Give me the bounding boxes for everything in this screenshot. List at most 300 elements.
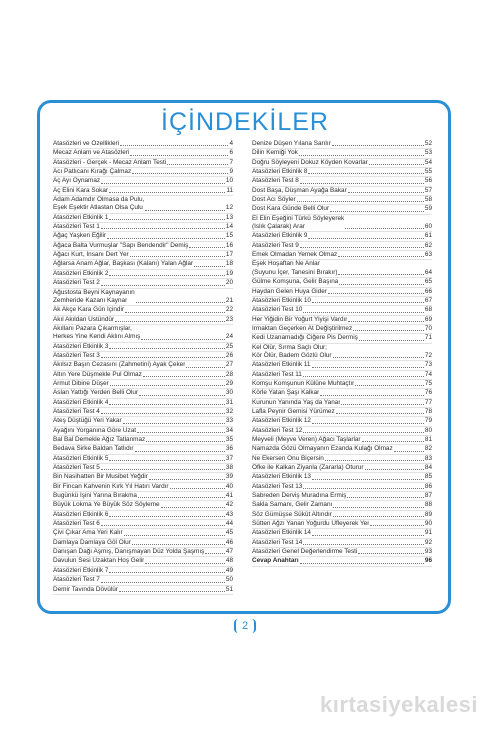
toc-entry-title: Atasözleri Etkinlik 4 — [53, 398, 109, 406]
toc-entry-title: Aç Elini Kara Sokar — [53, 186, 109, 194]
toc-leader-dots — [330, 211, 424, 212]
toc-entry-title: Mecaz Anlam ve Atasözleri — [53, 149, 130, 157]
toc-entry-page: 36 — [225, 445, 233, 453]
toc-entry-page: 76 — [424, 389, 432, 397]
toc-entry-page: 19 — [225, 269, 233, 277]
toc-entry — [53, 361, 233, 370]
toc-entry-title: Atasözleri Etkinlik 2 — [53, 269, 109, 277]
toc-leader-dots — [308, 173, 423, 174]
toc-leader-dots — [353, 330, 424, 331]
toc-entry — [252, 417, 432, 426]
toc-leader-dots — [328, 293, 424, 294]
toc-entry — [53, 511, 233, 520]
toc-entry-title: Adam Adamdır Olmasa da Pulu, Eşek Eşektir Atlastan Olsa Çulu — [53, 196, 145, 212]
toc-leader-dots — [312, 423, 424, 424]
toc-left-column — [53, 140, 233, 595]
toc-entry-title: Kurunun Yanında Yaş da Yanar — [252, 398, 341, 406]
toc-entry — [252, 389, 432, 398]
toc-entry-title: Atasözleri Genel Değerlendirme Testi — [252, 548, 358, 556]
toc-leader-dots — [297, 201, 424, 202]
toc-leader-dots — [303, 312, 424, 313]
toc-leader-dots — [120, 145, 228, 146]
toc-entry-page: 58 — [424, 196, 432, 204]
toc-leader-dots — [139, 395, 225, 396]
toc-entry-title: Atasözleri Etkinlik 8 — [252, 168, 308, 176]
toc-leader-dots — [312, 367, 424, 368]
page-number-value: 2 — [234, 619, 256, 633]
toc-entry-title: Namazda Gözü Olmayanın Ezanda Kulağı Olmaz — [252, 445, 393, 453]
toc-entry — [53, 445, 233, 454]
toc-entry-page: 88 — [424, 501, 432, 509]
toc-entry-title: Atasözleri Test 8 — [252, 177, 299, 185]
toc-entry-page: 43 — [225, 510, 233, 518]
toc-entry-page: 24 — [225, 333, 233, 341]
toc-entry — [53, 242, 233, 251]
toc-entry-title: Atasözleri ve Özellikleri — [53, 140, 120, 147]
toc-entry — [252, 316, 432, 325]
toc-entry — [53, 455, 233, 464]
toc-entry-title: Eşek Hoşaftan Ne Anlar (Suyunu İçer, Tanesini Bırakır) — [252, 260, 338, 276]
toc-entry-title: El Elin Eşeğini Türkü Söyleyerek (Islık Çalarak) Arar — [252, 214, 345, 231]
toc-entry — [252, 215, 432, 233]
toc-entry-page: 79 — [424, 417, 432, 425]
toc-entry-page: 60 — [424, 223, 432, 231]
toc-entry — [252, 278, 432, 287]
toc-entry-title: Altın Yere Düşmekle Pul Olmaz — [53, 370, 142, 378]
toc-entry — [53, 464, 233, 473]
toc-leader-dots — [145, 563, 225, 564]
toc-entry — [252, 539, 432, 548]
toc-leader-dots — [146, 441, 225, 442]
toc-leader-dots — [300, 183, 424, 184]
toc-leader-dots — [205, 553, 225, 554]
toc-entry-title: Irmaktan Geçerken At Değiştirilmez — [252, 324, 353, 332]
toc-leader-dots — [348, 321, 423, 322]
toc-entry-page: 69 — [424, 315, 432, 323]
toc-entry-title: Ağaç Yaşken Eğilir — [53, 232, 107, 240]
toc-entry — [252, 520, 432, 529]
toc-leader-dots — [362, 441, 424, 442]
toc-entry-page: 13 — [225, 213, 233, 221]
toc-leader-dots — [170, 488, 225, 489]
toc-leader-dots — [161, 507, 225, 508]
toc-entry-title: Büyük Lokma Ye Büyük Söz Söyleme — [53, 501, 160, 509]
toc-entry-title: Atasözleri Test 5 — [53, 464, 100, 472]
toc-leader-dots — [124, 535, 225, 536]
toc-leader-dots — [119, 591, 225, 592]
toc-entry — [252, 408, 432, 417]
toc-entry-page: 15 — [225, 232, 233, 240]
toc-entry-title: Körle Yatan Şaşı Kalkar — [252, 389, 320, 397]
toc-entry-page: 37 — [225, 454, 233, 462]
toc-entry-title: Lafla Peynir Gemisi Yürümez — [252, 407, 335, 415]
toc-leader-dots — [394, 451, 424, 452]
toc-entry — [252, 232, 432, 241]
toc-entry — [53, 567, 233, 576]
toc-entry-title: Demir Tavında Dövülür — [53, 585, 118, 593]
toc-entry — [53, 223, 233, 232]
toc-leader-dots — [333, 516, 424, 517]
toc-right-column — [252, 140, 432, 567]
toc-entry-title: Ayağını Yorganına Göre Uzat — [53, 426, 137, 434]
toc-entry-title: Bal Bal Demekle Ağız Tatlanmaz — [53, 436, 146, 443]
toc-entry-title: Damlaya Damlaya Göl Olur — [53, 538, 131, 546]
toc-entry-title: Atasözleri Test 1 — [53, 223, 100, 231]
toc-entry-page: 81 — [424, 436, 432, 443]
toc-entry-page: 18 — [225, 260, 233, 268]
toc-entry-title: Atasözleri Test 3 — [53, 351, 100, 359]
toc-entry-title: Atasözleri Test 10 — [252, 306, 303, 314]
toc-leader-dots — [109, 192, 225, 193]
toc-leader-dots — [130, 155, 228, 156]
toc-leader-dots — [332, 145, 424, 146]
toc-entry-title: Atasözleri Test 2 — [53, 279, 100, 287]
toc-leader-dots — [355, 385, 424, 386]
toc-leader-dots — [101, 413, 225, 414]
toc-leader-dots — [101, 525, 225, 526]
toc-entry-page: 23 — [225, 315, 233, 323]
toc-leader-dots — [109, 275, 224, 276]
toc-entry-title: Dost Başa, Düşman Ayağa Bakar — [252, 186, 347, 194]
toc-leader-dots — [138, 497, 225, 498]
toc-leader-dots — [312, 535, 424, 536]
toc-entry — [53, 399, 233, 408]
toc-entry-title: Danışan Dağı Aşmış, Danışmayan Düz Yolda Şaşmış — [53, 548, 205, 556]
toc-entry — [252, 140, 432, 149]
toc-entry-page: 73 — [424, 361, 432, 369]
toc-entry-page: 11 — [226, 186, 233, 194]
toc-entry-page: 71 — [424, 334, 432, 342]
toc-leader-dots — [101, 469, 225, 470]
toc-entry-title: Atasözleri Etkinlik 12 — [252, 417, 311, 425]
toc-leader-dots — [101, 582, 225, 583]
toc-entry-title: Emek Olmadan Yemek Olmaz — [252, 251, 338, 259]
toc-entry-title: Atasözleri Test 9 — [252, 241, 299, 249]
toc-entry-title: Ağacı Kurt, İnsanı Dert Yer — [53, 251, 129, 259]
toc-leader-dots — [109, 404, 224, 405]
toc-leader-dots — [110, 385, 225, 386]
toc-entry-title: Akılsız Başın Cezasını (Zahmetini) Ayak Çeker — [53, 361, 186, 369]
toc-entry-page: 49 — [225, 566, 233, 574]
toc-entry-page: 61 — [424, 232, 432, 240]
toc-entry-title: Sütten Ağzı Yanan Yoğurdu Üfleyerek Yer — [252, 520, 370, 528]
toc-leader-dots — [101, 183, 225, 184]
toc-leader-dots — [341, 404, 423, 405]
toc-leader-dots — [312, 479, 424, 480]
toc-entry — [53, 539, 233, 548]
toc-entry — [252, 501, 432, 510]
toc-entry — [252, 251, 432, 260]
toc-entry-page: 39 — [225, 473, 233, 481]
toc-entry-page: 53 — [424, 149, 432, 157]
toc-entry — [252, 149, 432, 158]
toc-leader-dots — [130, 256, 225, 257]
toc-entry — [252, 557, 432, 566]
toc-entry-title: Kedi Uzanamadığı Ciğere Pis Dermiş — [252, 334, 358, 342]
toc-leader-dots — [132, 544, 225, 545]
toc-entry-page: 38 — [225, 464, 233, 472]
toc-entry — [252, 371, 432, 380]
toc-leader-dots — [359, 340, 424, 341]
toc-leader-dots — [303, 544, 424, 545]
toc-entry — [252, 511, 432, 520]
toc-entry-page: 20 — [225, 279, 233, 287]
toc-entry-page: 50 — [225, 576, 233, 584]
toc-entry-page: 93 — [424, 548, 432, 556]
toc-entry-page: 6 — [229, 149, 233, 157]
toc-entry — [53, 529, 233, 538]
toc-leader-dots — [300, 247, 424, 248]
toc-entry — [53, 380, 233, 389]
toc-entry-page: 22 — [225, 306, 233, 314]
toc-entry-page: 56 — [424, 177, 432, 185]
toc-leader-dots — [303, 488, 424, 489]
toc-entry-page: 68 — [424, 306, 432, 314]
toc-entry-page: 30 — [225, 389, 233, 397]
toc-entry-page: 48 — [225, 557, 233, 565]
toc-entry-page: 90 — [424, 520, 432, 528]
toc-entry-title: Atasözleri Etkinlik 10 — [252, 296, 311, 304]
toc-entry-title: Dost Acı Söyler — [252, 196, 296, 204]
toc-entry-page: 46 — [225, 538, 233, 546]
toc-leader-dots — [101, 228, 225, 229]
toc-entry-page: 72 — [424, 351, 432, 359]
toc-entry-page: 96 — [424, 557, 432, 565]
toc-entry-title: Dost Kara Günde Belli Olur — [252, 205, 330, 213]
toc-entry — [53, 214, 233, 223]
toc-leader-dots — [303, 376, 424, 377]
toc-entry-page: 44 — [225, 520, 233, 528]
toc-leader-dots — [303, 432, 424, 433]
toc-entry-page: 40 — [225, 482, 233, 490]
toc-leader-dots — [141, 339, 225, 340]
toc-leader-dots — [194, 266, 225, 267]
toc-entry-title: Dilin Kemiği Yok — [252, 149, 298, 157]
toc-entry-title: Davulun Sesi Uzaktan Hoş Gelir — [53, 557, 145, 565]
toc-entry-title: Bin Nasihatten Bir Musibet Yeğdir — [53, 473, 148, 481]
watermark: kırtasiyekalesi — [320, 692, 478, 717]
toc-entry-title: Armut Dibine Düşer — [53, 379, 109, 387]
toc-entry — [53, 279, 233, 288]
toc-entry — [53, 576, 233, 585]
toc-entry — [53, 159, 233, 168]
toc-leader-dots — [107, 238, 225, 239]
toc-entry — [53, 149, 233, 158]
toc-entry-title: Denize Düşen Yılana Sarılır — [252, 140, 331, 147]
toc-entry-page: 92 — [424, 538, 432, 546]
toc-leader-dots — [333, 507, 424, 508]
toc-entry — [53, 520, 233, 529]
toc-leader-dots — [325, 460, 424, 461]
toc-entry-title: Aslan Yattığı Yerden Belli Olur — [53, 389, 139, 397]
toc-entry-title: Komşu Komşunun Külüne Muhtaçtır — [252, 379, 355, 387]
toc-entry-title: Atasözleri Etkinlik 13 — [252, 473, 311, 481]
toc-entry-title: Sabreden Derviş Muradına Ermiş — [252, 492, 347, 500]
toc-leader-dots — [167, 164, 228, 165]
toc-entry-page: 70 — [424, 324, 432, 332]
toc-entry — [252, 288, 432, 297]
toc-entry — [252, 297, 432, 306]
toc-entry — [252, 196, 432, 205]
toc-entry-page: 78 — [424, 407, 432, 415]
toc-leader-dots — [132, 173, 228, 174]
toc-entry-title: Kel Ölür, Sırma Saçlı Olur; Kör Ölür, Badem Gözlü Olur — [252, 343, 332, 359]
toc-leader-dots — [336, 413, 424, 414]
toc-entry — [252, 159, 432, 168]
toc-entry-title: Acı Patlıcanı Kırağı Çalmaz — [53, 168, 132, 176]
toc-entry — [252, 344, 432, 362]
toc-entry-page: 51 — [225, 585, 233, 593]
toc-entry-page: 42 — [225, 501, 233, 509]
toc-leader-dots — [135, 451, 225, 452]
toc-leader-dots — [137, 432, 225, 433]
toc-entry — [53, 232, 233, 241]
toc-entry-title: Sakla Samanı, Gelir Zamanı — [252, 501, 333, 509]
toc-leader-dots — [308, 238, 423, 239]
toc-entry — [252, 168, 432, 177]
toc-entry-page: 86 — [424, 482, 432, 490]
toc-leader-dots — [136, 302, 225, 303]
toc-entry-page: 54 — [424, 158, 432, 166]
toc-leader-dots — [358, 553, 424, 554]
toc-entry-page: 21 — [225, 296, 233, 304]
toc-entry — [53, 408, 233, 417]
page-title: İÇİNDEKİLER — [161, 108, 329, 136]
toc-entry — [252, 529, 432, 538]
toc-entry — [252, 399, 432, 408]
toc-entry — [252, 445, 432, 454]
toc-entry — [252, 187, 432, 196]
toc-entry-title: Haydan Gelen Huya Gider — [252, 287, 327, 295]
toc-entry-title: Atasözleri Etkinlik 11 — [252, 361, 311, 369]
page-number — [0, 619, 490, 633]
toc-entry — [252, 483, 432, 492]
toc-entry-page: 41 — [225, 492, 233, 500]
toc-entry-title: Bir Fincan Kahvenin Kırk Yıl Hatırı Vardır — [53, 482, 169, 490]
toc-leader-dots — [312, 302, 424, 303]
toc-entry-page: 65 — [424, 278, 432, 286]
toc-leader-dots — [300, 563, 424, 564]
toc-entry-page: 17 — [225, 251, 233, 259]
toc-entry-title: Atasözleri Test 14 — [252, 538, 303, 546]
toc-entry — [53, 260, 233, 269]
toc-entry — [252, 427, 432, 436]
toc-entry — [252, 380, 432, 389]
toc-entry-title: Atasözleri Test 12 — [252, 426, 303, 434]
toc-entry-page: 9 — [229, 168, 233, 176]
toc-entry-title: Doğru Söyleyeni Dokuz Köyden Kovarlar — [252, 158, 368, 166]
toc-entry — [53, 427, 233, 436]
toc-entry-page: 84 — [424, 464, 432, 472]
toc-entry-page: 89 — [424, 510, 432, 518]
toc-entry-page: 85 — [424, 473, 432, 481]
toc-entry-title: Atasözleri Etkinlik 9 — [252, 232, 308, 240]
toc-entry-title: Çivi Çıkar Ama Yeri Kalır — [53, 529, 123, 537]
toc-leader-dots — [348, 192, 424, 193]
toc-entry — [53, 270, 233, 279]
toc-leader-dots — [101, 357, 225, 358]
toc-entry-page: 14 — [225, 223, 233, 231]
toc-entry — [53, 196, 233, 214]
toc-entry — [53, 557, 233, 566]
toc-entry-page: 47 — [225, 548, 233, 556]
toc-entry — [53, 289, 233, 307]
toc-entry — [53, 389, 233, 398]
toc-entry-page: 7 — [229, 158, 233, 166]
toc-entry-page: 10 — [225, 177, 233, 185]
toc-leader-dots — [333, 357, 424, 358]
toc-entry — [53, 436, 233, 445]
toc-leader-dots — [109, 460, 224, 461]
toc-entry-title: Bedava Sirke Baldan Tatlıdır — [53, 445, 134, 453]
toc-entry-page: 52 — [424, 140, 432, 147]
toc-entry-page: 26 — [225, 351, 233, 359]
toc-leader-dots — [338, 256, 424, 257]
toc-entry — [53, 316, 233, 325]
toc-entry — [252, 455, 432, 464]
toc-entry-title: Cevap Anahtarı — [252, 557, 299, 565]
toc-entry-page: 91 — [424, 529, 432, 537]
toc-entry-title: Atasözleri Etkinlik 7 — [53, 566, 109, 574]
toc-leader-dots — [149, 479, 225, 480]
toc-entry — [252, 306, 432, 315]
toc-entry — [53, 168, 233, 177]
toc-leader-dots — [338, 274, 423, 275]
toc-leader-dots — [123, 423, 225, 424]
toc-entry — [53, 371, 233, 380]
toc-entry — [252, 492, 432, 501]
toc-entry-title: Ağustosta Beyni Kaynayanın Zemheride Kazanı Kaynar — [53, 288, 135, 304]
toc-entry — [252, 205, 432, 214]
toc-entry-title: Atasözleri Test 13 — [252, 482, 303, 490]
toc-entry-page: 64 — [424, 268, 432, 276]
toc-entry — [252, 548, 432, 557]
toc-entry-page: 74 — [424, 370, 432, 378]
toc-entry-title: Aç Ayı Oynamaz — [53, 177, 101, 185]
toc-entry-page: 67 — [424, 296, 432, 304]
toc-entry-title: Atasözleri Test 6 — [53, 520, 100, 528]
toc-entry-title: Ateş Düştüğü Yeri Yakar — [53, 417, 122, 425]
toc-entry — [53, 492, 233, 501]
toc-entry-title: Meyveli (Meyve Veren) Ağacı Taşlarlar — [252, 436, 361, 443]
toc-entry-page: 12 — [225, 204, 233, 212]
toc-leader-dots — [369, 164, 424, 165]
toc-entry — [53, 343, 233, 352]
toc-entry-title: Atasözleri Etkinlik 6 — [53, 510, 109, 518]
toc-entry-title: Öfke ile Kalkan Ziyanla (Zararla) Oturur — [252, 464, 364, 472]
toc-entry-title: Atasözleri - Gerçek - Mecaz Anlam Testi — [53, 158, 167, 166]
toc-entry — [53, 417, 233, 426]
toc-entry-title: Ne Ekersen Onu Biçersin — [252, 454, 324, 462]
toc-entry-page: 45 — [225, 529, 233, 537]
toc-entry — [252, 334, 432, 343]
toc-entry — [53, 251, 233, 260]
toc-entry-page: 32 — [225, 407, 233, 415]
toc-entry — [53, 586, 233, 595]
toc-entry-page: 77 — [424, 398, 432, 406]
toc-entry — [252, 177, 432, 186]
toc-leader-dots — [143, 376, 225, 377]
toc-entry — [53, 306, 233, 315]
toc-leader-dots — [320, 395, 424, 396]
toc-entry-title: Bugünkü İşini Yarına Bırakma — [53, 492, 137, 500]
toc-entry — [252, 325, 432, 334]
toc-entry-title: Ağlarsa Anam Ağlar, Başkası (Kalanı) Yalan Ağlar — [53, 260, 194, 268]
toc-entry-title: Akıl Akıldan Üstündür — [53, 315, 115, 323]
toc-entry-title: Atasözleri Etkinlik 1 — [53, 213, 109, 221]
toc-entry — [252, 464, 432, 473]
toc-leader-dots — [339, 284, 424, 285]
